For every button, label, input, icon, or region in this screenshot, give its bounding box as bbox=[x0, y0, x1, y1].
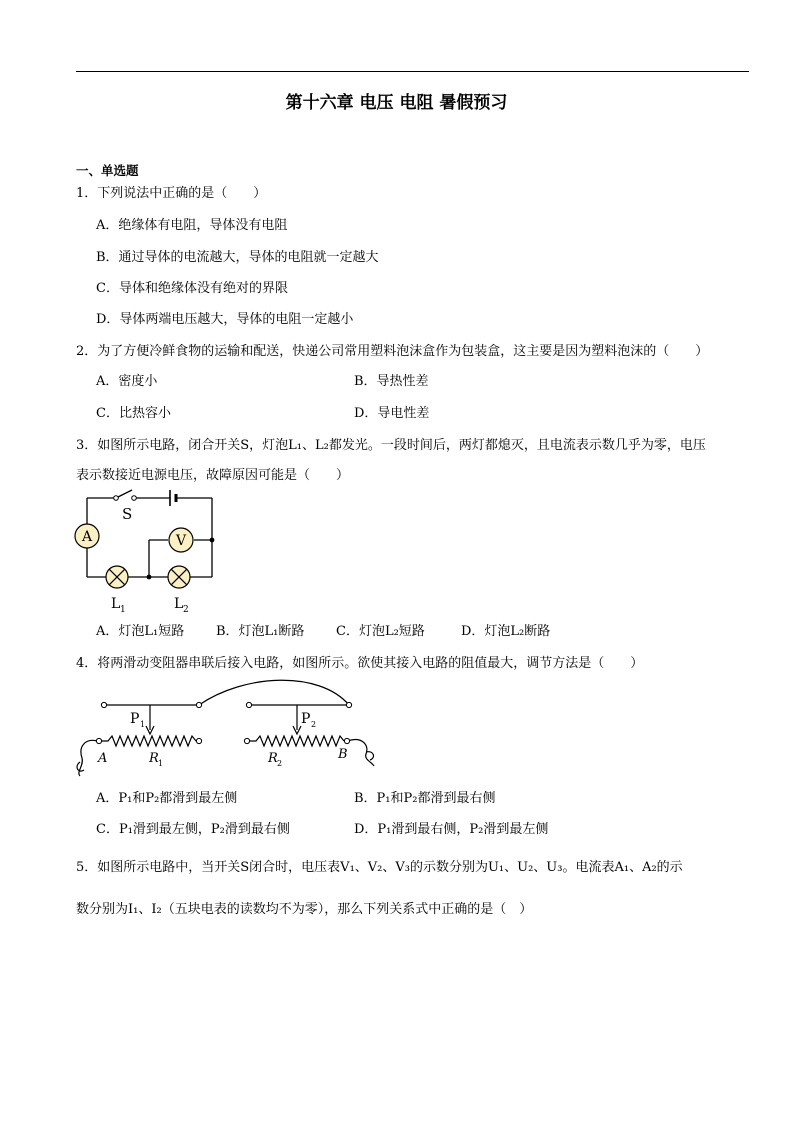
q4-option-d[interactable]: D．P₁滑到最右侧，P₂滑到最左侧 bbox=[354, 822, 549, 837]
lamp-l1-symbol bbox=[106, 566, 128, 588]
r1-terminal-bottom-right bbox=[196, 738, 201, 743]
q4-option-a[interactable]: A．P₁和P₂都滑到最左侧 bbox=[96, 791, 238, 806]
switch-contact bbox=[132, 496, 137, 501]
q3-option-c[interactable]: C．灯泡L₂短路 bbox=[336, 624, 425, 639]
q2-stem: 2．为了方便冷鲜食物的运输和配送，快递公司常用塑料泡沫盒作为包装盒，这主要是因为塑料泡沫的（ ） bbox=[76, 344, 709, 359]
q3-stem-line2: 表示数接近电源电压，故障原因可能是（ ） bbox=[76, 468, 350, 483]
lamp-l1-label-main: L bbox=[111, 596, 121, 612]
r1-coil bbox=[102, 736, 196, 746]
r2-terminal-b bbox=[344, 738, 349, 743]
switch-pivot bbox=[114, 496, 119, 501]
q3-option-b[interactable]: B．灯泡L₁断路 bbox=[216, 624, 305, 639]
p1-label-sub: 1 bbox=[140, 720, 146, 729]
q4-option-c[interactable]: C．P₁滑到最左侧，P₂滑到最右侧 bbox=[96, 822, 290, 837]
q4-option-b[interactable]: B．P₁和P₂都滑到最右侧 bbox=[354, 791, 496, 806]
switch-label: S bbox=[122, 505, 133, 523]
q4-stem: 4．将两滑动变阻器串联后接入电路，如图所示。欲使其接入电路的阻值最大，调节方法是（ ） bbox=[76, 656, 644, 671]
junction-dot bbox=[147, 575, 152, 580]
q2-option-d[interactable]: D．导电性差 bbox=[354, 406, 430, 421]
r2-terminal-top-right bbox=[346, 702, 351, 707]
r2-label-sub: 2 bbox=[277, 759, 283, 768]
lamp-l2-label-sub: 2 bbox=[183, 605, 189, 615]
voltmeter-symbol bbox=[169, 528, 193, 552]
r1-terminal-top-right bbox=[196, 702, 201, 707]
r1-terminal-a bbox=[96, 738, 101, 743]
r1-label-sub: 1 bbox=[158, 759, 164, 768]
q3-circuit-diagram bbox=[70, 486, 230, 616]
connecting-wire bbox=[199, 680, 349, 705]
lead-wire-b bbox=[348, 739, 374, 766]
lamp-l2-symbol bbox=[168, 566, 190, 588]
p1-label-main: P bbox=[130, 711, 140, 727]
lead-wire-a bbox=[77, 740, 97, 776]
q1-option-b[interactable]: B．通过导体的电流越大，导体的电阻就一定越大 bbox=[96, 250, 379, 265]
ammeter-label: A bbox=[81, 529, 93, 545]
end-a-label: A bbox=[98, 751, 108, 766]
r2-terminal-bottom-left bbox=[244, 738, 249, 743]
ammeter-symbol bbox=[75, 524, 99, 548]
q1-option-a[interactable]: A．绝缘体有电阻，导体没有电阻 bbox=[96, 218, 288, 233]
header-rule bbox=[76, 71, 749, 72]
section-heading: 一、单选题 bbox=[76, 163, 139, 178]
lamp-l2-label-main: L bbox=[174, 596, 184, 612]
lamp-l1-label-sub: 1 bbox=[120, 605, 126, 615]
q5-stem-line2: 数分别为I₁、I₂（五块电表的读数均不为零），那么下列关系式中正确的是（ ） bbox=[76, 902, 533, 917]
end-b-label: B bbox=[338, 747, 348, 762]
q3-option-a[interactable]: A．灯泡L₁短路 bbox=[96, 624, 185, 639]
q4-rheostat-diagram bbox=[74, 678, 384, 780]
junction-dot bbox=[210, 538, 215, 543]
page-title: 第十六章 电压 电阻 暑假预习 bbox=[285, 93, 508, 113]
q1-option-c[interactable]: C．导体和绝缘体没有绝对的界限 bbox=[96, 281, 288, 296]
r2-terminal-top-left bbox=[246, 702, 251, 707]
q1-option-d[interactable]: D．导体两端电压越大，导体的电阻一定越小 bbox=[96, 312, 354, 327]
r1-terminal-top-left bbox=[101, 702, 106, 707]
q3-stem-line1: 3．如图所示电路，闭合开关S，灯泡L₁、L₂都发光。一段时间后，两灯都熄灭，且电流表示数几乎为零，电压 bbox=[76, 438, 706, 453]
q2-option-b[interactable]: B．导热性差 bbox=[354, 374, 429, 389]
q2-option-c[interactable]: C．比热容小 bbox=[96, 406, 171, 421]
q5-stem-line1: 5．如图所示电路中，当开关S闭合时，电压表V₁、V₂、V₃的示数分别为U₁、U₂、U₃。电流表A₁、A₂的示 bbox=[76, 860, 683, 875]
q3-option-d[interactable]: D．灯泡L₂断路 bbox=[461, 624, 551, 639]
p2-label-sub: 2 bbox=[311, 720, 317, 729]
r1-label-main: R bbox=[149, 751, 159, 766]
r2-label-main: R bbox=[268, 751, 278, 766]
p2-label-main: P bbox=[301, 711, 311, 727]
r2-coil bbox=[250, 736, 344, 746]
q2-option-a[interactable]: A．密度小 bbox=[96, 374, 158, 389]
q1-stem: 1．下列说法中正确的是（ ） bbox=[76, 186, 267, 201]
voltmeter-label: V bbox=[175, 533, 187, 549]
